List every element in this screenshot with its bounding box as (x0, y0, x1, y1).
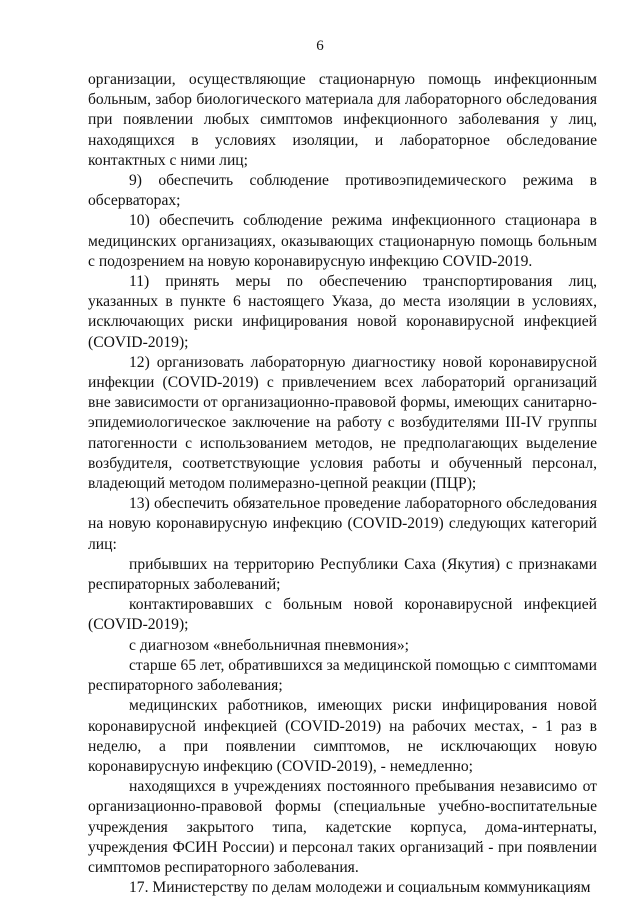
paragraph-item-10: 10) обеспечить соблюдение режима инфекционного стационара в медицинских организациях, оказывающих стационарную помощь больным с подозрением на новую коронавирусную инфекцию COVID-2019. (88, 212, 597, 270)
paragraph-category-over-65: старше 65 лет, обратившихся за медицинской помощью с симптомами респираторного заболевания; (88, 656, 597, 695)
paragraph-category-contacts: контактировавших с больным новой коронавирусной инфекцией (COVID-2019); (88, 596, 597, 634)
paragraph-item-13: 13) обеспечить обязательное проведение лабораторного обследования на новую коронавирусную инфекцию (COVID-2019) следующих категорий лиц: (88, 495, 597, 553)
page-number: 6 (316, 38, 324, 54)
paragraph-category-pneumonia: с диагнозом «внебольничная пневмония»; (129, 636, 409, 654)
paragraph-item-11: 11) принять меры по обеспечению транспортирования лиц, указанных в пункте 6 настоящего Указа, до места изоляции в условиях, исключающих риски инфицирования новой коронавирусной инфекцией (COVID-2019); (88, 273, 597, 351)
paragraph-category-arrivals: прибывших на территорию Республики Саха (Якутия) с признаками респираторных заболеваний; (88, 555, 597, 594)
paragraph-item-17: 17. Министерству по делам молодежи и социальным коммуникациям (129, 879, 591, 897)
paragraph-category-medical-workers: медицинских работников, имеющих риски инфицирования новой коронавирусной инфекцией (COVID-2019) на рабочих местах, - 1 раз в неделю, а при появлении симптомов, не исключающих новую коронавирусную инфекцию (COVID-2019), - немедленно; (88, 697, 597, 775)
paragraph-item-9: 9) обеспечить соблюдение противоэпидемического режима в обсерваторах; (88, 172, 597, 210)
paragraph-item-12: 12) организовать лабораторную диагностику новой коронавирусной инфекции (COVID-2019) с привлечением всех лабораторий организаций вне зависимости от организационно-правовой формы, имеющих санитарно-эпидемиологическое заключение на работу с возбудителями III-IV группы патогенности с использованием методов, не предполагающих выделение возбудителя, соответствующие условия работы и обученный персонал, владеющий методом полимеразно-цепной реакции (ПЦР); (88, 353, 597, 493)
paragraph-continuation: организации, осуществляющие стационарную помощь инфекционным больным, забор биологического материала для лабораторного обследования при появлении любых симптомов инфекционного заболевания у лиц, находящихся в условиях изоляции, и лабораторное обследование контактных с ними лиц; (88, 71, 597, 169)
paragraph-category-residential-institutions: находящихся в учреждениях постоянного пребывания независимо от организационно-правовой формы (специальные учебно-воспитательные учреждения закрытого типа, кадетские корпуса, дома-интернаты, учреждения ФСИН России) и персонал таких организаций - при появлении симптомов респираторного заболевания. (88, 778, 597, 876)
document-body (88, 70, 597, 898)
